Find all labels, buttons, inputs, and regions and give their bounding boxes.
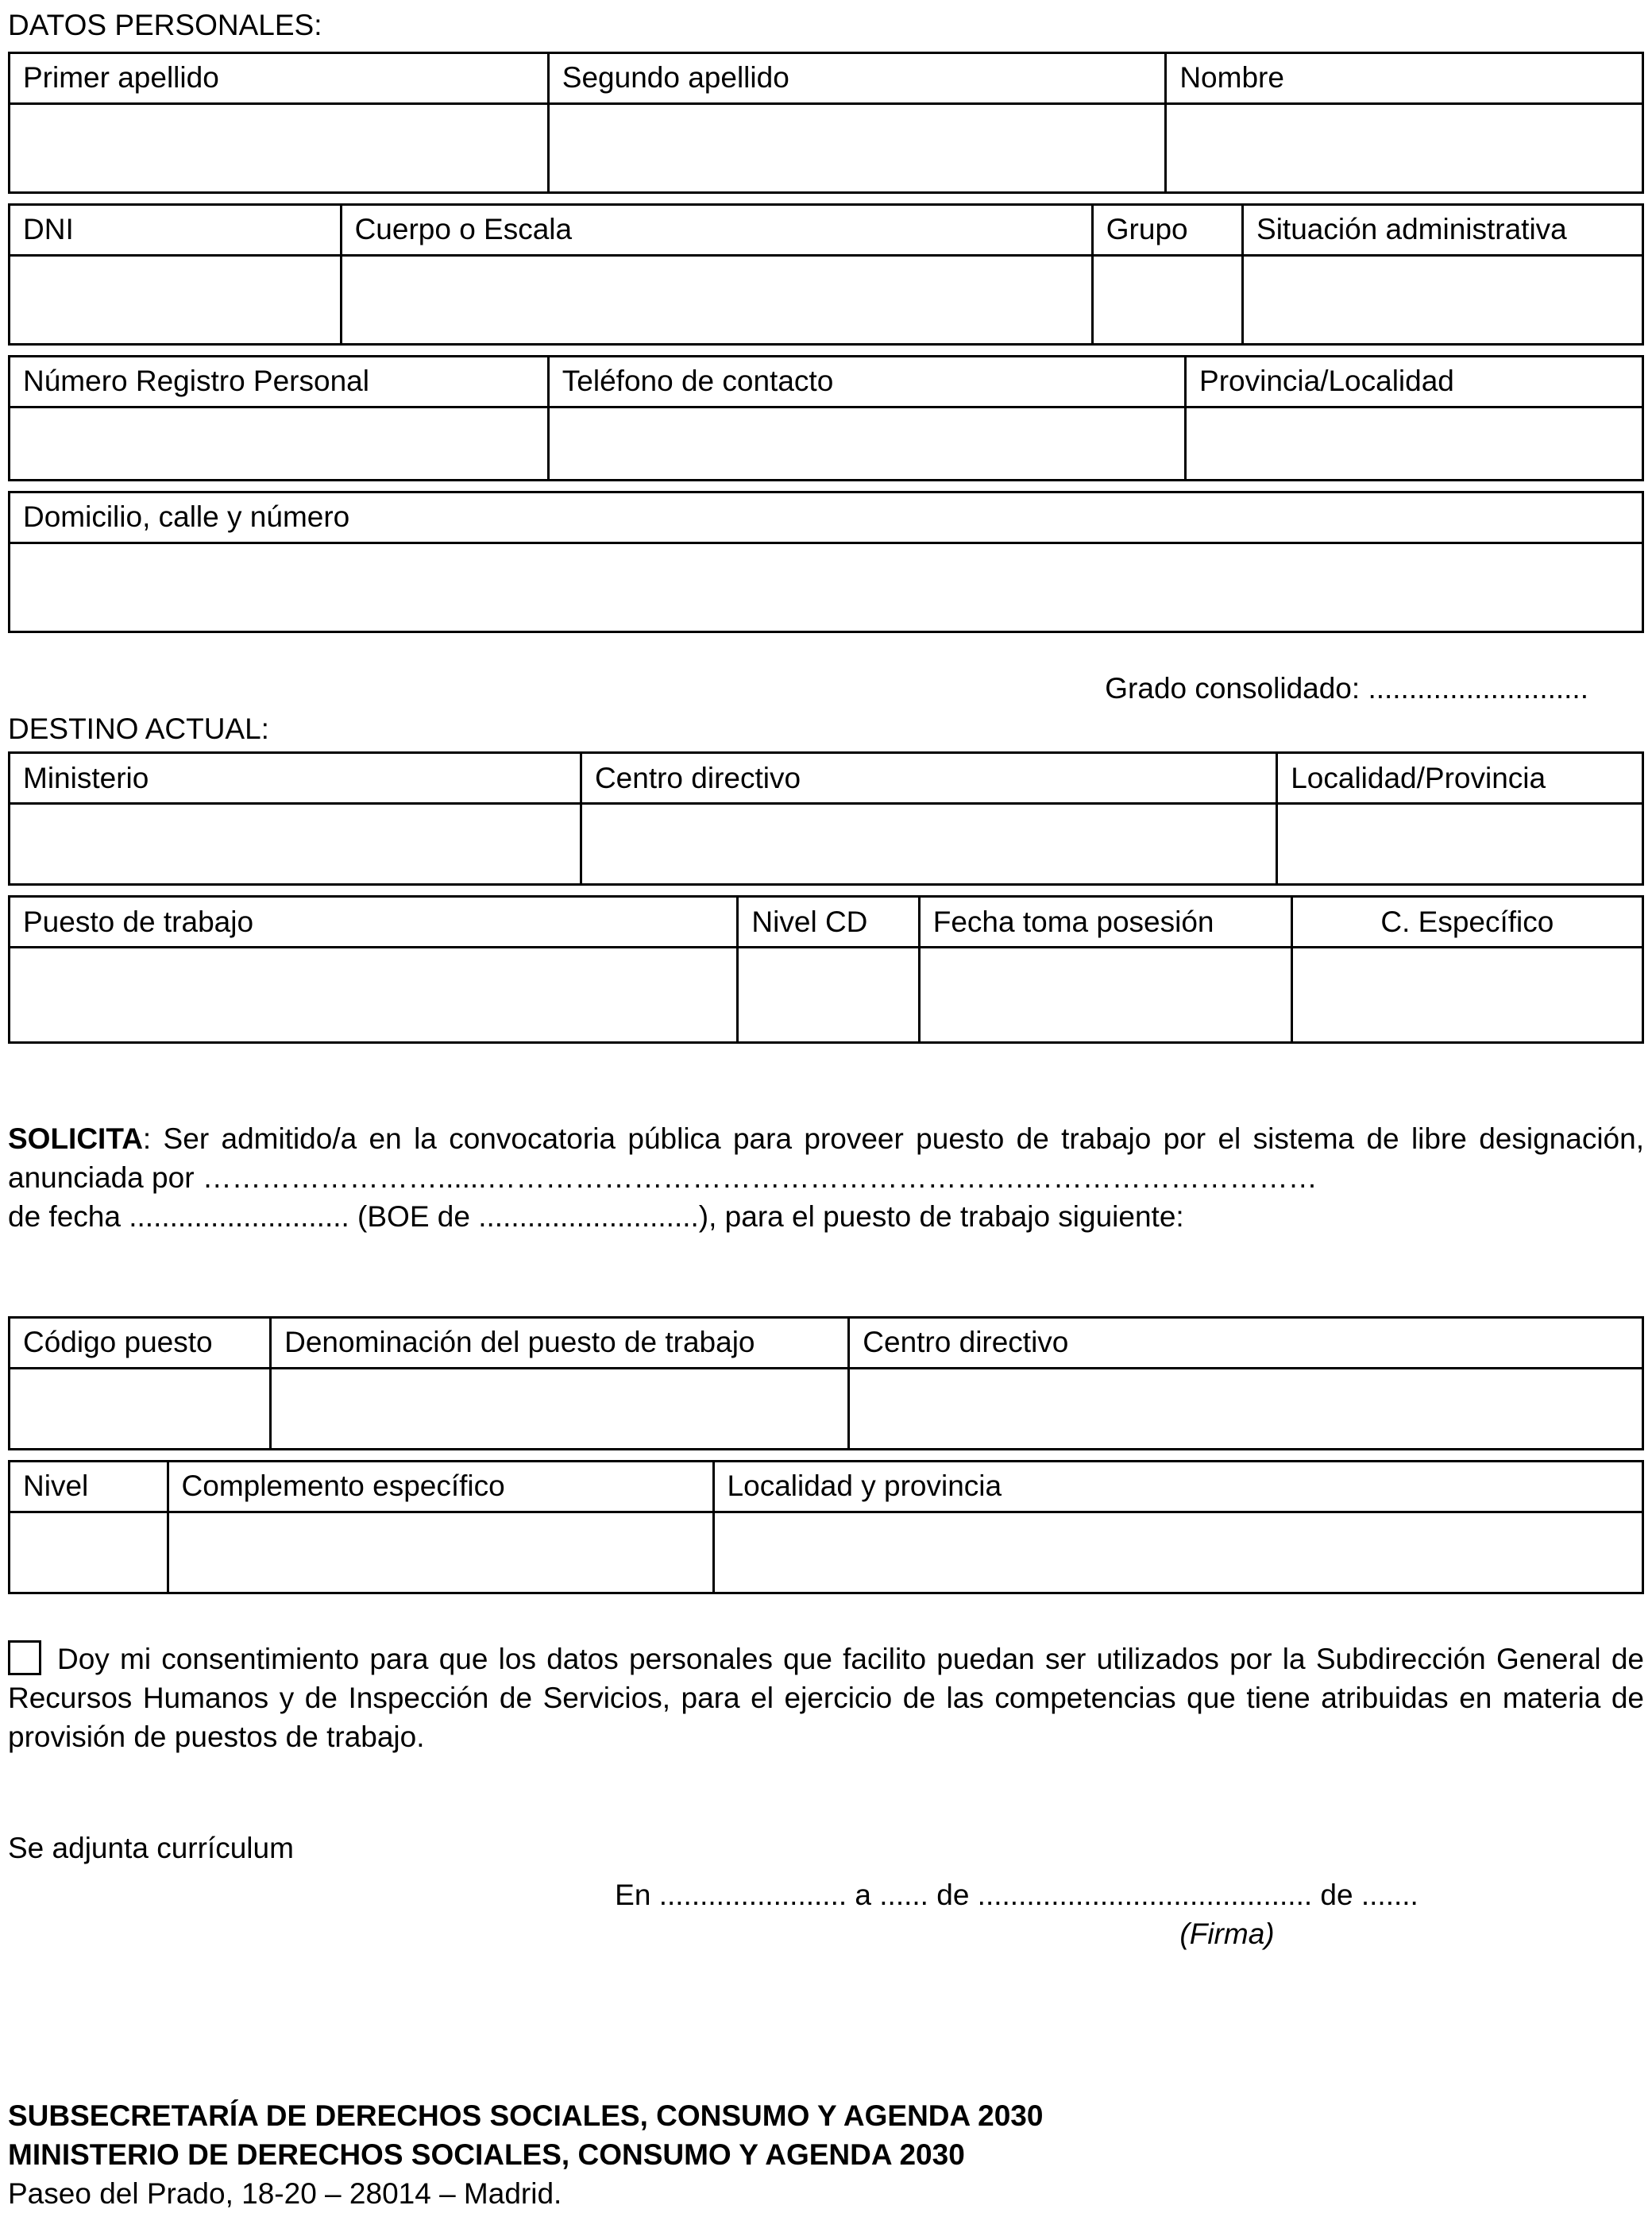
field-complemento-especifico[interactable] xyxy=(168,1512,713,1593)
field-ministerio[interactable] xyxy=(10,804,581,885)
firma-label: (Firma) xyxy=(1179,1918,1275,1951)
grado-consolidado-line: Grado consolidado: ........................... xyxy=(1105,671,1588,705)
solicita-fecha-line: de fecha ........................... (BOE de ...........................), para el puesto de trabajo siguiente: xyxy=(8,1200,1184,1234)
table-apellidos-nombre xyxy=(8,52,1644,194)
header-ministerio: Ministerio xyxy=(10,753,581,804)
footer-subsecretaria: SUBSECRETARÍA DE DERECHOS SOCIALES, CONSUMO Y AGENDA 2030 xyxy=(8,2099,1044,2132)
field-primer-apellido[interactable] xyxy=(10,103,549,192)
field-localidad-y-provincia[interactable] xyxy=(713,1512,1642,1593)
header-fecha-toma-posesion: Fecha toma posesión xyxy=(919,897,1291,948)
header-nivel-cd: Nivel CD xyxy=(738,897,919,948)
field-domicilio[interactable] xyxy=(10,543,1643,631)
header-puesto-de-trabajo: Puesto de trabajo xyxy=(10,897,738,948)
footer-direccion: Paseo del Prado, 18-20 – 28014 – Madrid. xyxy=(8,2176,562,2210)
adjunta-curriculum-text: Se adjunta currículum xyxy=(8,1832,294,1865)
consent-text: Doy mi consentimiento para que los datos personales que facilito puedan ser utilizados por la Subdirección General de Recursos Humanos y de Inspección de Servicios, para el ejercicio de las competencias que tiene atribuidas en materia de provisión de puestos de trabajo. xyxy=(8,1642,1644,1753)
footer-ministerio: MINISTERIO DE DERECHOS SOCIALES, CONSUMO Y AGENDA 2030 xyxy=(8,2138,965,2171)
consent-paragraph xyxy=(8,1640,1644,1756)
field-cuerpo-escala[interactable] xyxy=(341,255,1092,344)
field-localidad-provincia-actual[interactable] xyxy=(1277,804,1643,885)
field-grupo[interactable] xyxy=(1092,255,1242,344)
field-puesto-de-trabajo[interactable] xyxy=(10,948,738,1043)
table-dni-cuerpo xyxy=(8,203,1644,346)
table-puesto-actual xyxy=(8,895,1644,1044)
header-nivel-solicitado: Nivel xyxy=(10,1461,168,1512)
field-telefono-contacto[interactable] xyxy=(548,407,1185,480)
solicita-paragraph xyxy=(8,1120,1644,1198)
header-provincia-localidad: Provincia/Localidad xyxy=(1186,356,1643,407)
field-situacion-administrativa[interactable] xyxy=(1243,255,1643,344)
field-codigo-puesto[interactable] xyxy=(10,1368,271,1449)
table-domicilio xyxy=(8,491,1644,633)
field-segundo-apellido[interactable] xyxy=(548,103,1166,192)
field-nivel-cd[interactable] xyxy=(738,948,919,1043)
field-fecha-toma-posesion[interactable] xyxy=(919,948,1291,1043)
solicita-text: : Ser admitido/a en la convocatoria pública para proveer puesto de trabajo por el sistema de libre designación, anunciada por ……………………......……………………………………………….………………………… xyxy=(8,1122,1644,1195)
header-domicilio: Domicilio, calle y número xyxy=(10,492,1643,543)
field-denominacion-puesto[interactable] xyxy=(271,1368,849,1449)
field-nombre[interactable] xyxy=(1166,103,1643,192)
header-codigo-puesto: Código puesto xyxy=(10,1317,271,1368)
field-provincia-localidad[interactable] xyxy=(1186,407,1643,480)
field-centro-directivo-solicitado[interactable] xyxy=(849,1368,1643,1449)
header-denominacion-puesto: Denominación del puesto de trabajo xyxy=(271,1317,849,1368)
field-centro-directivo-actual[interactable] xyxy=(581,804,1276,885)
consent-checkbox[interactable] xyxy=(8,1640,41,1675)
header-segundo-apellido: Segundo apellido xyxy=(548,52,1166,103)
field-dni[interactable] xyxy=(10,255,342,344)
solicita-label: SOLICITA xyxy=(8,1122,143,1156)
header-centro-directivo-actual: Centro directivo xyxy=(581,753,1276,804)
datos-personales-title: DATOS PERSONALES: xyxy=(8,9,322,41)
header-grupo: Grupo xyxy=(1092,204,1242,255)
field-c-especifico[interactable] xyxy=(1291,948,1642,1043)
header-c-especifico: C. Específico xyxy=(1291,897,1642,948)
footer xyxy=(8,2097,1644,2213)
header-localidad-y-provincia: Localidad y provincia xyxy=(713,1461,1642,1512)
header-dni: DNI xyxy=(10,204,342,255)
table-registro-telefono xyxy=(8,355,1644,481)
table-codigo-puesto xyxy=(8,1316,1644,1450)
header-telefono-contacto: Teléfono de contacto xyxy=(548,356,1185,407)
destino-actual-title: DESTINO ACTUAL: xyxy=(8,712,269,745)
field-nivel-solicitado[interactable] xyxy=(10,1512,168,1593)
header-primer-apellido: Primer apellido xyxy=(10,52,549,103)
header-centro-directivo-solicitado: Centro directivo xyxy=(849,1317,1643,1368)
header-numero-registro-personal: Número Registro Personal xyxy=(10,356,549,407)
fecha-firma-line: En ....................... a ...... de ......................................... de ....... xyxy=(615,1879,1418,1912)
header-cuerpo-escala: Cuerpo o Escala xyxy=(341,204,1092,255)
header-complemento-especifico: Complemento específico xyxy=(168,1461,713,1512)
header-localidad-provincia-actual: Localidad/Provincia xyxy=(1277,753,1643,804)
table-nivel-complemento xyxy=(8,1460,1644,1594)
table-ministerio xyxy=(8,751,1644,886)
header-nombre: Nombre xyxy=(1166,52,1643,103)
header-situacion-administrativa: Situación administrativa xyxy=(1243,204,1643,255)
field-numero-registro-personal[interactable] xyxy=(10,407,549,480)
